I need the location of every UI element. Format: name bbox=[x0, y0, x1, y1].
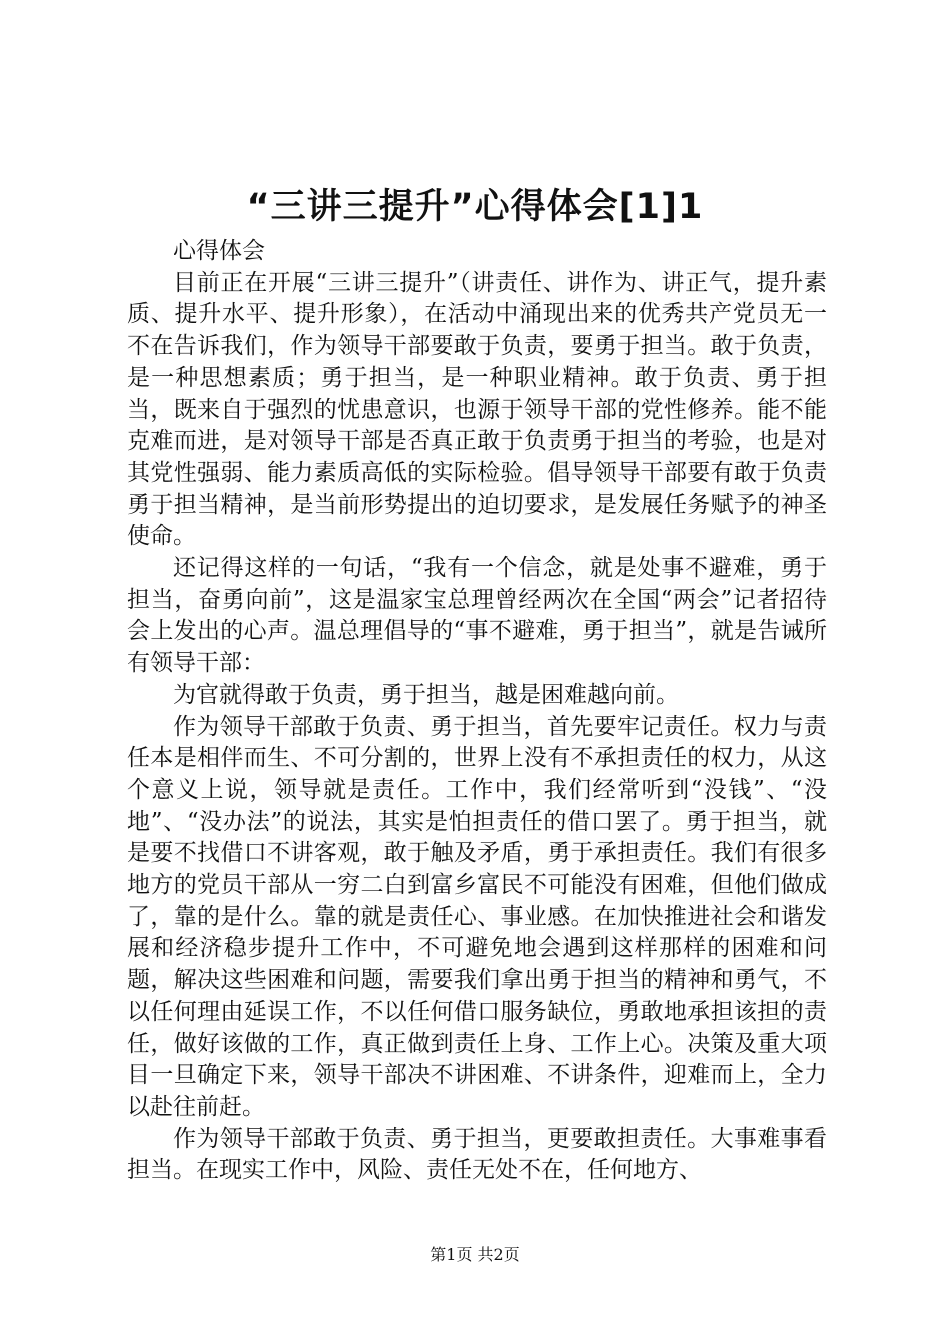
paragraph: 作为领导干部敢于负责、勇于担当，更要敢担责任。大事难事看担当。在现实工作中，风险、责任无处不在，任何地方、 bbox=[127, 1125, 827, 1184]
paragraph: 还记得这样的一句话，“我有一个信念，就是处事不避难，勇于担当，奋勇向前”，这是温家宝总理曾经两次在全国“两会”记者招待会上发出的心声。温总理倡导的“事不避难，勇于担当”，就是告诫所有领导干部： bbox=[127, 555, 827, 677]
paragraph: 为官就得敢于负责，勇于担当，越是困难越向前。 bbox=[173, 681, 679, 708]
paragraph: 目前正在开展“三讲三提升”（讲责任、讲作为、讲正气，提升素质、提升水平、提升形象），在活动中涌现出来的优秀共产党员无一不在告诉我们，作为领导干部要敢于负责，要勇于担当。敢于负责，是一种思想素质；勇于担当，是一种职业精神。敢于负责、勇于担当，既来自于强烈的忧患意识，也源于领导干部的党性修养。能不能克难而进，是对领导干部是否真正敢于负责勇于担当的考验，也是对其党性强弱、能力素质高低的实际检验。倡导领导干部要有敢于负责勇于担当精神，是当前形势提出的迫切要求，是发展任务赋予的神圣使命。 bbox=[127, 269, 827, 550]
paragraph: 作为领导干部敢于负责、勇于担当，首先要牢记责任。权力与责任本是相伴而生、不可分割的，世界上没有不承担责任的权力，从这个意义上说，领导就是责任。工作中，我们经常听到“没钱”、“没地”、“没办法”的说法，其实是怕担责任的借口罢了。勇于担当，就是要不找借口不讲客观，敢于触及矛盾，勇于承担责任。我们有很多地方的党员干部从一穷二白到富乡富民不可能没有困难，但他们做成了，靠的是什么。靠的就是责任心、事业感。在加快推进社会和谐发展和经济稳步提升工作中，不可避免地会遇到这样那样的困难和问题，解决这些困难和问题，需要我们拿出勇于担当的精神和勇气，不以任何理由延误工作，不以任何借口服务缺位，勇敢地承担该担的责任，做好该做的工作，真正做到责任上身、工作上心。决策及重大项目一旦确定下来，领导干部决不讲困难、不讲条件，迎难而上，全力以赴往前赶。 bbox=[127, 713, 827, 1120]
page-footer: 第1页 共2页 bbox=[430, 1245, 520, 1264]
document-body bbox=[127, 236, 827, 1187]
paragraph-heading: 心得体会 bbox=[173, 238, 265, 264]
document-title: “三讲三提升”心得体会[1]1 bbox=[246, 187, 704, 227]
